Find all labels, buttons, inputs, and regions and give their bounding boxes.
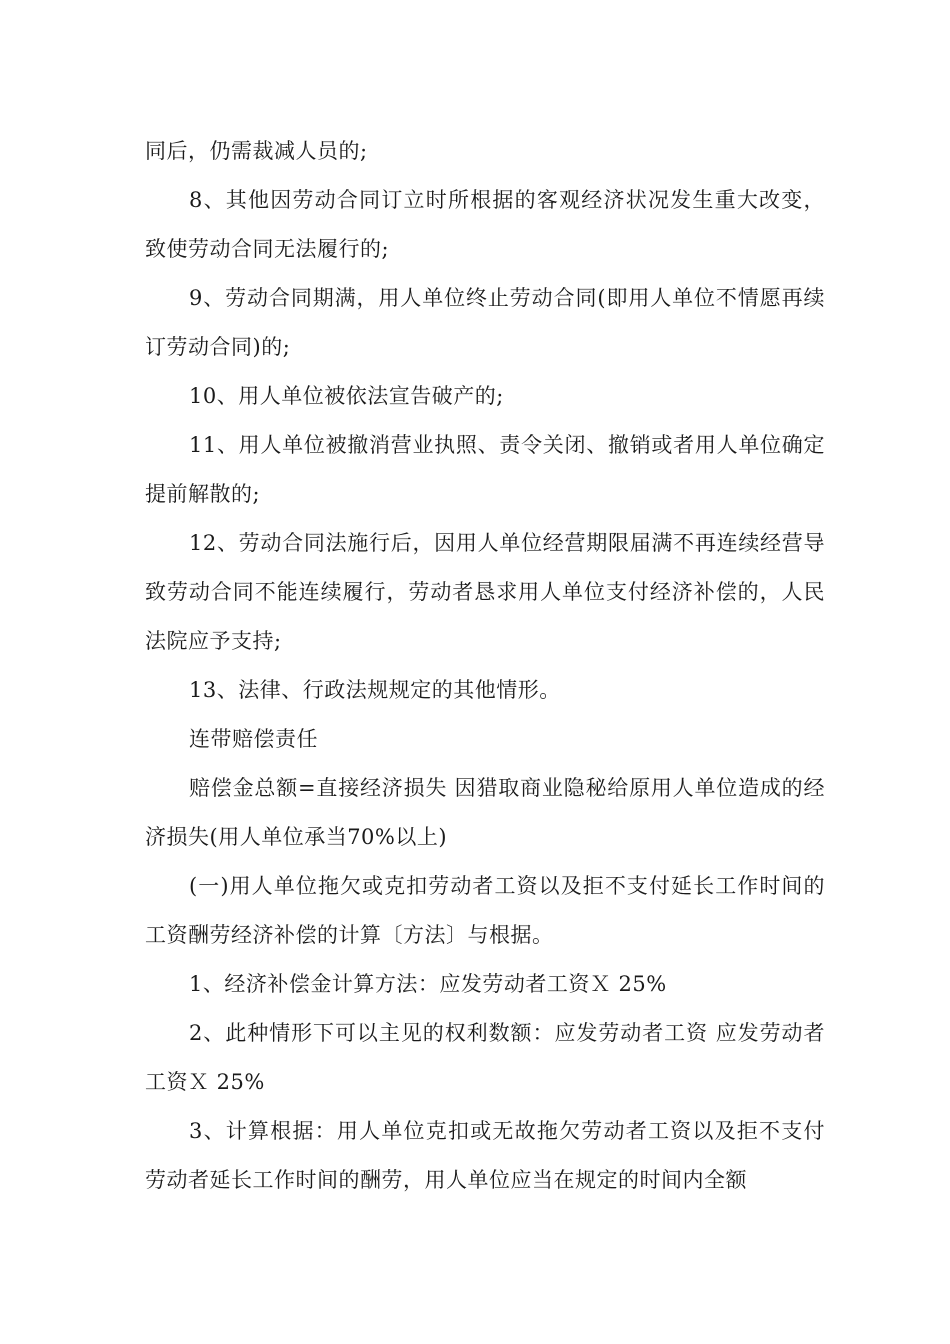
paragraph-continuation: 同后，仍需裁减人员的; <box>145 139 368 163</box>
document-body <box>145 127 825 1205</box>
paragraph-item-11: 11、用人单位被撤消营业执照、责令关闭、撤销或者用人单位确定提前解散的; <box>145 433 825 506</box>
paragraph-method-3: 3、计算根据：用人单位克扣或无故拖欠劳动者工资以及拒不支付劳动者延长工作时间的酬劳，用人单位应当在规定的时间内全额 <box>145 1119 825 1192</box>
section-heading: 连带赔偿责任 <box>189 727 318 751</box>
paragraph-item-8: 8、其他因劳动合同订立时所根据的客观经济状况发生重大改变，致使劳动合同无法履行的; <box>145 188 825 261</box>
paragraph-method-1: 1、经济补偿金计算方法：应发劳动者工资Ｘ 25% <box>189 972 667 996</box>
paragraph-item-13: 13、法律、行政法规规定的其他情形。 <box>189 678 561 702</box>
paragraph-item-9: 9、劳动合同期满，用人单位终止劳动合同(即用人单位不情愿再续订劳动合同)的; <box>145 286 825 359</box>
paragraph-subsection-1: (一)用人单位拖欠或克扣劳动者工资以及拒不支付延长工作时间的工资酬劳经济补偿的计算〔方法〕与根据。 <box>145 874 825 947</box>
paragraph-item-10: 10、用人单位被依法宣告破产的; <box>189 384 504 408</box>
paragraph-formula: 赔偿金总额=直接经济损失 因猎取商业隐秘给原用人单位造成的经济损失(用人单位承当70%以上) <box>145 776 825 849</box>
paragraph-item-12: 12、劳动合同法施行后，因用人单位经营期限届满不再连续经营导致劳动合同不能连续履行，劳动者恳求用人单位支付经济补偿的，人民法院应予支持; <box>145 531 825 653</box>
paragraph-method-2: 2、此种情形下可以主见的权利数额：应发劳动者工资 应发劳动者工资Ｘ 25% <box>145 1021 825 1094</box>
